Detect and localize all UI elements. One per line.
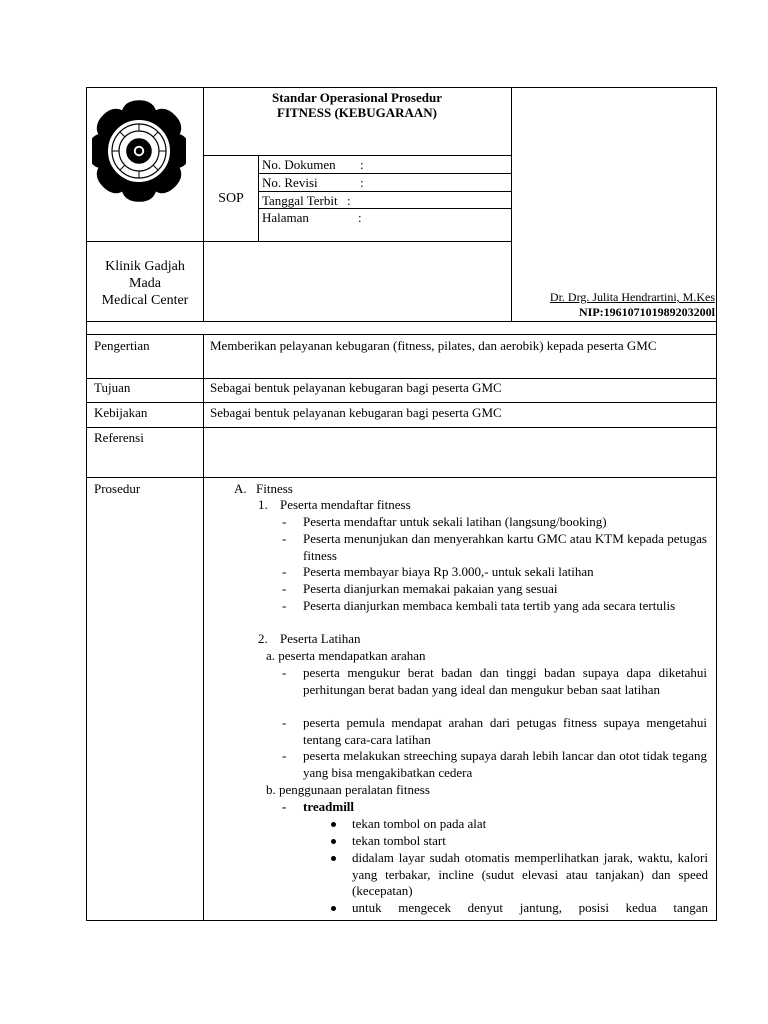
prosedur-section-a bbox=[234, 481, 293, 498]
label-referensi: Referensi bbox=[94, 430, 144, 445]
dash-marker: - bbox=[282, 564, 287, 579]
treadmill-bullet-2: tekan tombol start bbox=[352, 833, 446, 848]
signer-name: Dr. Drg. Julita Hendrartini, M.Kes bbox=[549, 290, 715, 304]
item-1-marker: 1. bbox=[258, 497, 268, 512]
label-prosedur: Prosedur bbox=[94, 481, 141, 496]
section-a-marker: A. bbox=[234, 481, 247, 496]
doc-field-no-dokumen bbox=[262, 157, 364, 173]
prosedur-item-2 bbox=[258, 631, 361, 648]
dash-marker: - bbox=[282, 598, 287, 613]
sub-a-dash-1: peserta mengukur berat badan dan tinggi badan supaya dapa diketahui perhitungan berat badan yang ideal dan mengukur beban saat latihan bbox=[303, 665, 707, 697]
bullet-icon bbox=[331, 822, 336, 827]
item-2-title: Peserta Latihan bbox=[280, 631, 361, 646]
sop-title bbox=[204, 90, 510, 120]
doc-field-no-revisi bbox=[262, 175, 364, 191]
sub-a-dash-2: peserta pemula mendapat arahan dari petugas fitness supaya mengetahui tentang cara-cara latihan bbox=[303, 715, 707, 747]
ugm-logo bbox=[92, 96, 186, 206]
doc-field-sep: : bbox=[347, 193, 351, 208]
item1-dash-3: Peserta membayar biaya Rp 3.000,- untuk sekali latihan bbox=[303, 564, 594, 579]
item-1-title: Peserta mendaftar fitness bbox=[280, 497, 411, 512]
clinic-line1: Klinik Gadjah bbox=[105, 259, 185, 274]
bullet-icon bbox=[331, 856, 336, 861]
sub-a-title: a. peserta mendapatkan arahan bbox=[266, 648, 426, 663]
clinic-line2: Mada bbox=[129, 276, 161, 291]
treadmill-bullet-4: untuk mengecek denyut jantung, posisi kedua tangan bbox=[352, 900, 708, 915]
doc-field-sep: : bbox=[358, 210, 362, 225]
dash-marker: - bbox=[282, 715, 287, 730]
clinic-name bbox=[87, 258, 203, 309]
item-2-marker: 2. bbox=[258, 631, 268, 646]
dash-marker: - bbox=[282, 799, 287, 814]
sub-a-dash-3: peserta melakukan streeching supaya darah lebih lancar dan otot tidak tegang yang bisa mengakibatkan cedera bbox=[303, 748, 707, 780]
prosedur-item-1 bbox=[258, 497, 411, 514]
item1-dash-1: Peserta mendaftar untuk sekali latihan (langsung/booking) bbox=[303, 514, 607, 529]
doc-field-label: No. Revisi bbox=[262, 175, 318, 190]
signer-block bbox=[512, 290, 715, 320]
bullet-icon bbox=[331, 906, 336, 911]
label-kebijakan: Kebijakan bbox=[94, 405, 148, 420]
doc-field-label: Tanggal Terbit bbox=[262, 193, 338, 208]
treadmill-label: treadmill bbox=[303, 799, 355, 814]
dash-marker: - bbox=[282, 531, 287, 546]
dash-marker: - bbox=[282, 748, 287, 763]
doc-field-label: No. Dokumen bbox=[262, 157, 336, 172]
item1-dash-5: Peserta dianjurkan membaca kembali tata tertib yang ada secara tertulis bbox=[303, 598, 676, 613]
sub-b-title: b. penggunaan peralatan fitness bbox=[266, 782, 430, 797]
doc-field-halaman bbox=[262, 210, 362, 226]
item1-dash-2: Peserta menunjukan dan menyerahkan kartu GMC atau KTM kepada petugas fitness bbox=[303, 531, 707, 563]
label-tujuan: Tujuan bbox=[94, 380, 131, 395]
text-kebijakan: Sebagai bentuk pelayanan kebugaran bagi peserta GMC bbox=[210, 405, 502, 420]
sop-label: SOP bbox=[218, 191, 244, 206]
doc-field-tanggal-terbit bbox=[262, 193, 351, 209]
doc-field-label: Halaman bbox=[262, 210, 309, 225]
dash-marker: - bbox=[282, 665, 287, 680]
dash-marker: - bbox=[282, 581, 287, 596]
label-pengertian: Pengertian bbox=[94, 338, 150, 353]
ugm-seal-icon bbox=[92, 96, 186, 206]
signer-nip: NIP:196107101989203200l bbox=[579, 305, 715, 319]
item1-dash-4: Peserta dianjurkan memakai pakaian yang sesuai bbox=[303, 581, 558, 596]
treadmill-bullet-1: tekan tombol on pada alat bbox=[352, 816, 487, 831]
treadmill-bullet-3: didalam layar sudah otomatis memperlihatkan jarak, waktu, kalori yang terbakar, incline (sudut elevasi atau tanjakan) dan speed (kecepatan) bbox=[352, 850, 708, 898]
text-tujuan: Sebagai bentuk pelayanan kebugaran bagi peserta GMC bbox=[210, 380, 502, 395]
doc-field-sep: : bbox=[360, 175, 364, 190]
bullet-icon bbox=[331, 839, 336, 844]
dash-marker: - bbox=[282, 514, 287, 529]
sop-title-line2: FITNESS (KEBUGARAAN) bbox=[277, 105, 437, 120]
clinic-line3: Medical Center bbox=[101, 293, 189, 308]
sop-title-line1: Standar Operasional Prosedur bbox=[272, 90, 442, 105]
text-pengertian: Memberikan pelayanan kebugaran (fitness, pilates, dan aerobik) kepada peserta GMC bbox=[210, 338, 657, 353]
section-a-title: Fitness bbox=[256, 481, 293, 496]
doc-field-sep: : bbox=[360, 157, 364, 172]
